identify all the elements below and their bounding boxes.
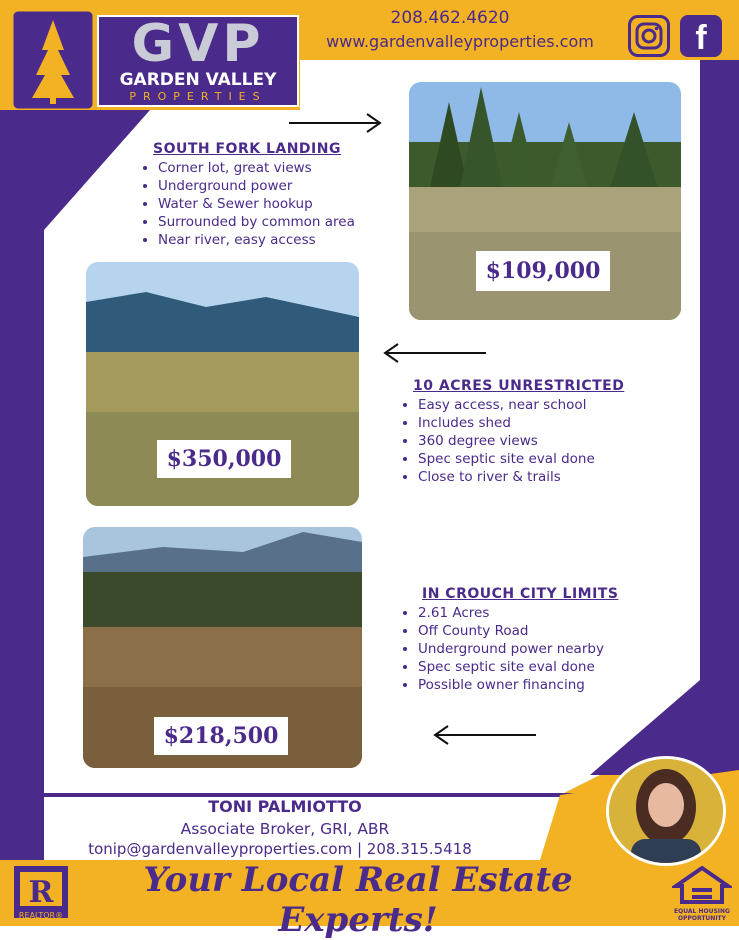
feature-item: • Near river, easy access <box>158 231 400 249</box>
agent-contact <box>40 840 520 858</box>
feature-item: • Easy access, near school <box>418 396 660 414</box>
feature-item: • Underground power <box>158 177 400 195</box>
listing-title: SOUTH FORK LANDING <box>153 141 341 157</box>
logo-properties: PROPERTIES <box>129 90 267 103</box>
agent-phone[interactable]: | 208.315.5418 <box>356 840 472 858</box>
feature-item: • Spec septic site eval done <box>418 450 660 468</box>
feature-item: • Water & Sewer hookup <box>158 195 400 213</box>
equal-housing-label: EQUAL HOUSING OPPORTUNITY <box>674 908 730 922</box>
price-tag: $109,000 <box>476 251 610 291</box>
feature-item: • Spec septic site eval done <box>418 658 660 676</box>
logo-gvp: GVP <box>131 14 265 74</box>
arrow-right-icon <box>285 110 385 136</box>
agent-email[interactable]: tonip@gardenvalleyproperties.com <box>88 840 353 858</box>
feature-item: • 2.61 Acres <box>418 604 660 622</box>
listing-title: IN CROUCH CITY LIMITS <box>422 586 619 602</box>
office-phone[interactable]: 208.462.4620 <box>390 8 510 28</box>
arrow-left-icon <box>430 722 540 748</box>
feature-list <box>400 604 660 694</box>
instagram-icon[interactable] <box>628 15 670 57</box>
listing-title: 10 ACRES UNRESTRICTED <box>413 378 625 394</box>
feature-item: • Surrounded by common area <box>158 213 400 231</box>
listing-10-acres <box>400 378 660 486</box>
feature-item: • Includes shed <box>418 414 660 432</box>
realtor-logo <box>14 866 68 918</box>
equal-housing-icon <box>672 864 732 922</box>
feature-list <box>400 396 660 486</box>
feature-item: • 360 degree views <box>418 432 660 450</box>
feature-item: • Corner lot, great views <box>158 159 400 177</box>
price-tag: $350,000 <box>157 440 291 478</box>
feature-item: • Close to river & trails <box>418 468 660 486</box>
feature-item: • Underground power nearby <box>418 640 660 658</box>
agent-photo <box>606 756 726 866</box>
feature-item: • Off County Road <box>418 622 660 640</box>
website-link[interactable]: www.gardenvalleyproperties.com <box>326 32 594 51</box>
agent-name: TONI PALMIOTTO <box>208 797 362 816</box>
feature-item: • Possible owner financing <box>418 676 660 694</box>
listing-south-fork <box>140 141 400 249</box>
arrow-left-icon <box>380 340 490 366</box>
price-tag: $218,500 <box>154 717 288 755</box>
realtor-label: REALTOR® <box>18 911 64 920</box>
agent-role: Associate Broker, GRI, ABR <box>180 820 390 838</box>
svg-text:R: R <box>28 875 54 908</box>
company-logo <box>12 10 300 110</box>
logo-garden-valley: GARDEN VALLEY <box>119 70 277 90</box>
facebook-icon[interactable]: f <box>680 15 722 57</box>
listing-crouch <box>400 586 660 694</box>
tagline: Your Local Real Estate Experts! <box>143 860 573 940</box>
feature-list <box>140 159 400 249</box>
